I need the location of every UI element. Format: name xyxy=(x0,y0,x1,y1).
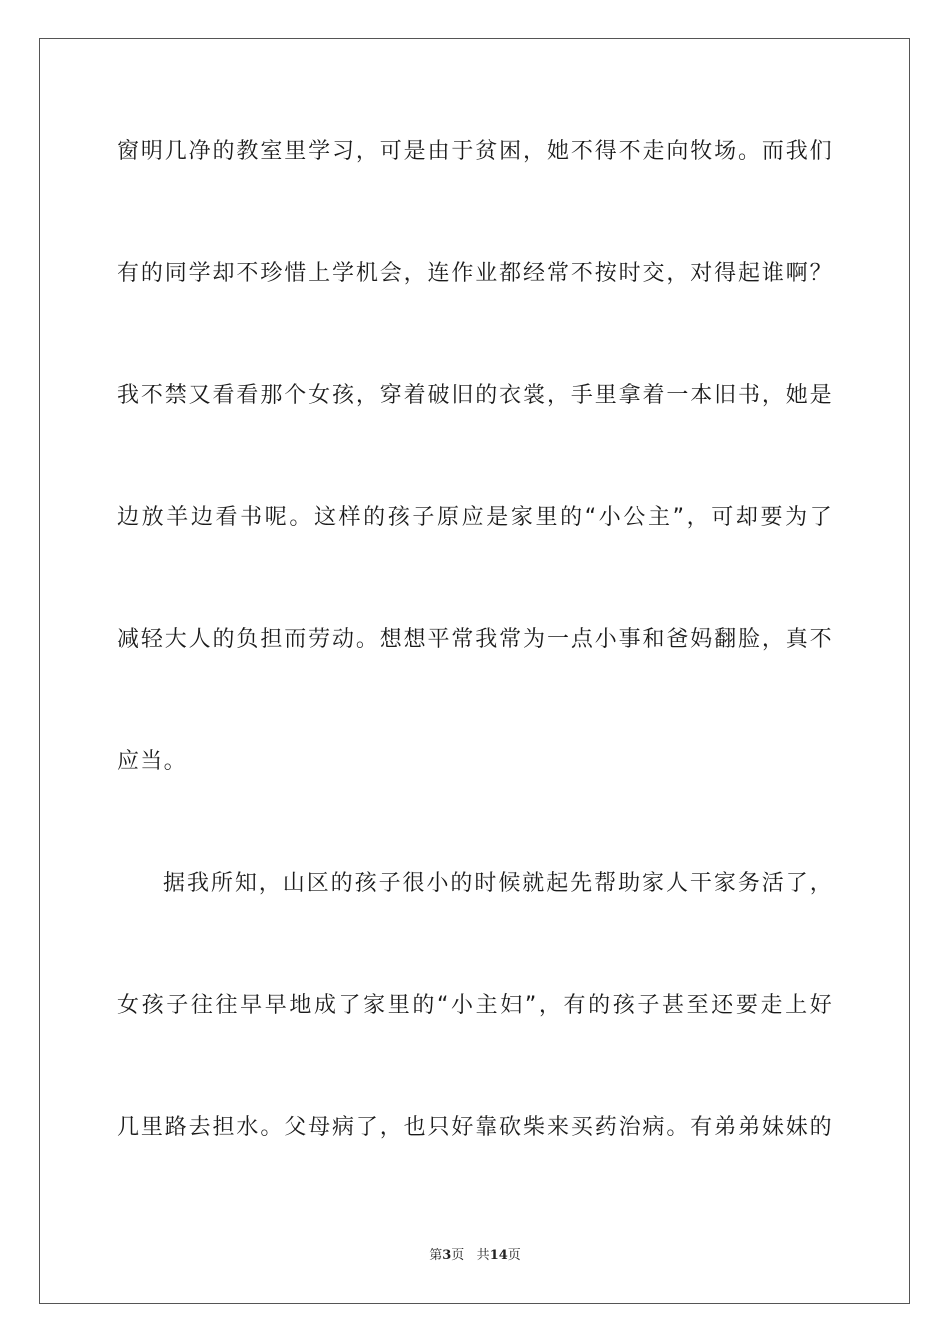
footer-page-suffix: 页 xyxy=(451,1248,465,1263)
paragraph-line-6: 应当。 xyxy=(117,749,187,774)
page-footer xyxy=(0,1248,950,1264)
paragraph-line-3: 我不禁又看看那个女孩，穿着破旧的衣裳，手里拿着一本旧书，她是 xyxy=(117,383,833,408)
footer-page-number: 3 xyxy=(442,1248,452,1263)
footer-page-prefix: 第 xyxy=(429,1248,443,1263)
footer-total-pages: 14 xyxy=(489,1248,508,1263)
paragraph-line-1: 窗明几净的教室里学习，可是由于贫困，她不得不走向牧场。而我们 xyxy=(117,139,833,164)
paragraph-line-9: 几里路去担水。父母病了，也只好靠砍柴来买药治病。有弟弟妹妹的 xyxy=(117,1115,833,1140)
paragraph-line-7: 据我所知，山区的孩子很小的时候就起先帮助家人干家务活了， xyxy=(163,871,833,896)
footer-total-prefix: 共 xyxy=(476,1248,490,1263)
paragraph-line-4: 边放羊边看书呢。这样的孩子原应是家里的“小公主”，可却要为了 xyxy=(117,505,833,530)
paragraph-line-2: 有的同学却不珍惜上学机会，连作业都经常不按时交，对得起谁啊？ xyxy=(117,261,833,286)
paragraph-line-5: 减轻大人的负担而劳动。想想平常我常为一点小事和爸妈翻脸，真不 xyxy=(117,627,833,652)
paragraph-line-8: 女孩子往往早早地成了家里的“小主妇”，有的孩子甚至还要走上好 xyxy=(117,993,833,1018)
footer-total-suffix: 页 xyxy=(507,1248,521,1263)
